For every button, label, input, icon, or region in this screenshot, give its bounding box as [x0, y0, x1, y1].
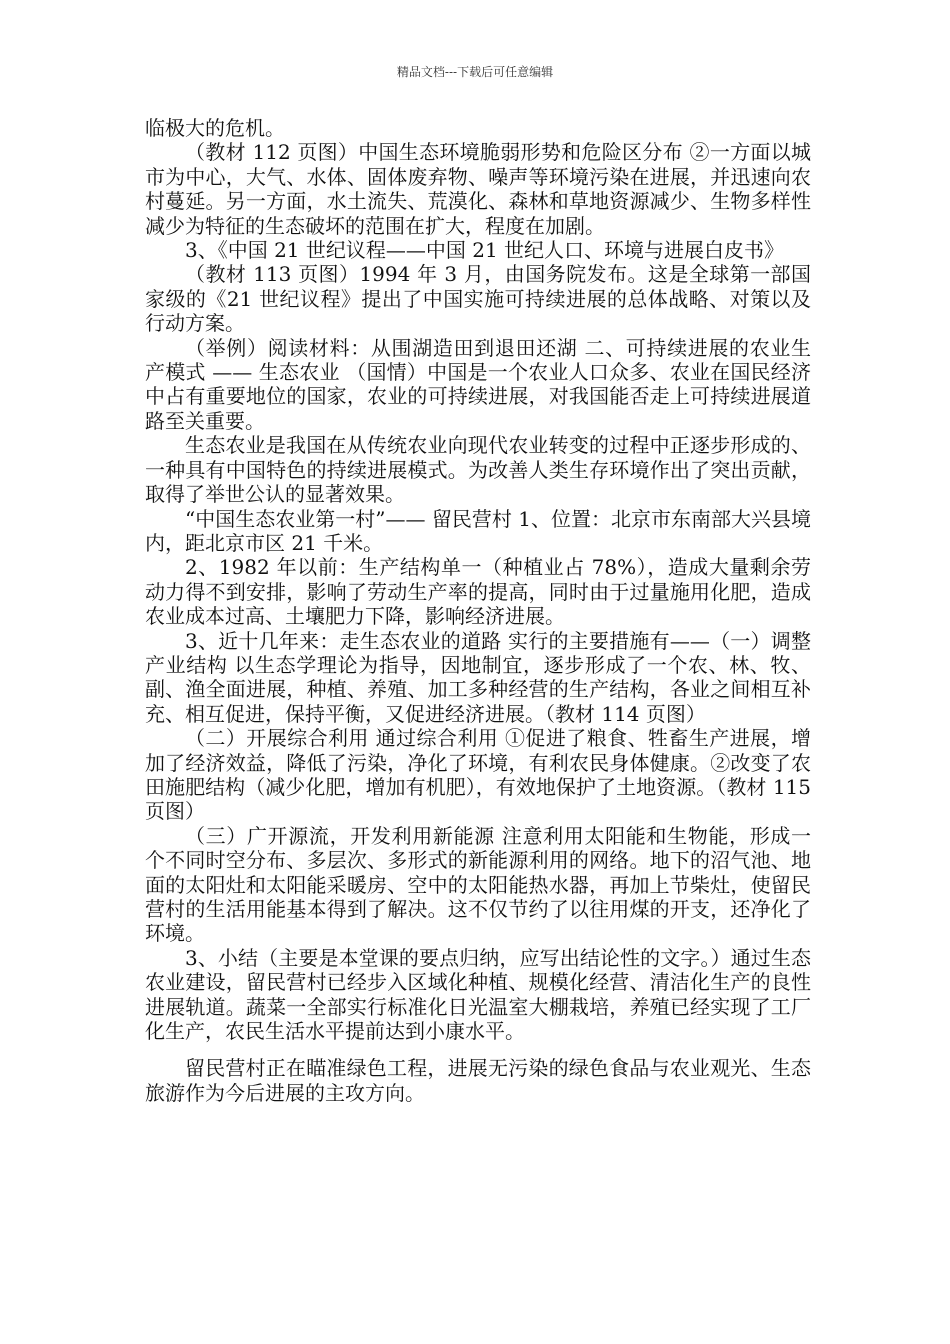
paragraph-3: 3、《中国 21 世纪议程——中国 21 世纪人口、环境与进展白皮书》 [185, 238, 785, 263]
paragraph-8: 2、1982 年以前：生产结构单一（种植业占 78%），造成大量剩余劳动力得不到安排，影响了劳动生产率的提高，同时由于过量施用化肥，造成农业成本过高、土壤肥力下降，影响经济进展。 [145, 555, 811, 629]
paragraph-12: 3、小结（主要是本堂课的要点归纳，应写出结论性的文字。）通过生态农业建设，留民营村已经步入区域化种植、规模化经营、清洁化生产的良性进展轨道。蔬菜一全部实行标准化日光温室大棚栽培，养殖已经实现了工厂化生产，农民生活水平提前达到小康水平。 [145, 945, 811, 1044]
paragraph-4: （教材 113 页图）1994 年 3 月，由国务院发布。这是全球第一部国家级的《21 世纪议程》提出了中国实施可持续进展的总体战略、对策以及行动方案。 [145, 262, 811, 336]
paragraph-6: 生态农业是我国在从传统农业向现代农业转变的过程中正逐步形成的、一种具有中国特色的持续进展模式。为改善人类生存环境作出了突出贡献，取得了举世公认的显著效果。 [145, 433, 811, 507]
document-body [145, 116, 811, 1105]
paragraph-5: （举例）阅读材料：从围湖造田到退田还湖 二、可持续进展的农业生产模式 —— 生态农业 （国情）中国是一个农业人口众多、农业在国民经济中占有重要地位的国家，农业的可持续进展，对我国能否走上可持续进展道路至关重要。 [145, 335, 811, 433]
paragraph-9: 3、近十几年来：走生态农业的道路 实行的主要措施有——（一）调整产业结构 以生态学理论为指导，因地制宜，逐步形成了一个农、林、牧、副、渔全面进展，种植、养殖、加工多种经营的生产结构，各业之间相互补充、相互促进，保持平衡，又促进经济进展。（教材 114 页图） [145, 628, 811, 726]
page-header: 精品文档---下载后可任意编辑 [396, 65, 554, 79]
paragraph-10: （二）开展综合利用 通过综合利用 ①促进了粮食、牲畜生产进展，增加了经济效益，降低了污染，净化了环境，有利农民身体健康。②改变了农田施肥结构（减少化肥，增加有机肥），有效地保护了土地资源。（教材 115 页图） [145, 726, 811, 824]
paragraph-1: 临极大的危机。 [145, 116, 285, 140]
paragraph-2: （教材 112 页图）中国生态环境脆弱形势和危险区分布 ②一方面以城市为中心，大气、水体、固体废弃物、噪声等环境污染在进展，并迅速向农村蔓延。另一方面，水土流失、荒漠化、森林和草地资源减少、生物多样性减少为特征的生态破坏的范围在扩大，程度在加剧。 [145, 140, 811, 238]
paragraph-13: 留民营村正在瞄准绿色工程，进展无污染的绿色食品与农业观光、生态旅游作为今后进展的主攻方向。 [145, 1056, 811, 1105]
paragraph-11: （三）广开源流，开发利用新能源 注意利用太阳能和生物能，形成一个不同时空分布、多层次、多形式的新能源利用的网络。地下的沼气池、地面的太阳灶和太阳能采暖房、空中的太阳能热水器，再加上节柴灶，使留民营村的生活用能基本得到了解决。这不仅节约了以往用煤的开支，还净化了环境。 [145, 823, 811, 946]
paragraph-7: “中国生态农业第一村”—— 留民营村 1、位置：北京市东南部大兴县境内，距北京市区 21 千米。 [145, 506, 811, 555]
